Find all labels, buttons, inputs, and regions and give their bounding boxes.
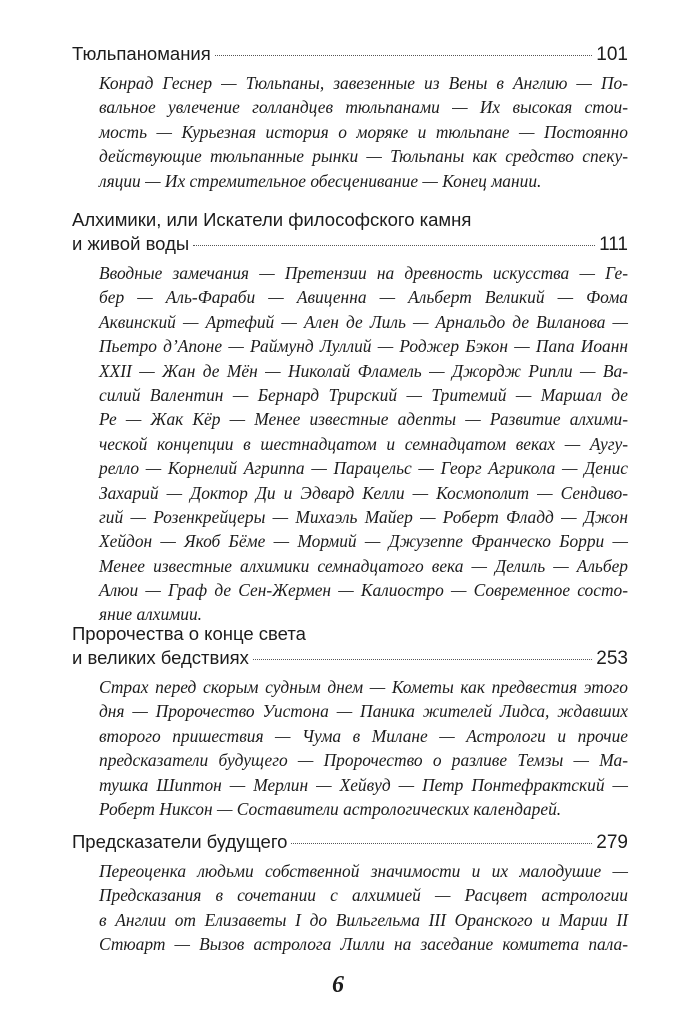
description-line: Алюи — Граф де Сен-Жермен — Калиостро — Современное состо- (99, 580, 628, 601)
description-line: дня — Пророчество Уистона — Паника жителей Лидса, ждавших (99, 701, 628, 722)
description-line: Предсказания в сочетании с алхимией — Расцвет астрологии (99, 885, 628, 906)
entry-title: Пророчества о конце света (72, 623, 306, 644)
entry-title: Предсказатели будущего (72, 831, 288, 852)
description-line: Переоценка людьми собственной значимости и их малодушие — (99, 861, 628, 881)
description-line: в Англии от Елизаветы I до Вильгельма III Оранского и Марии II (99, 909, 628, 930)
description-line: Конрад Геснер — Тюльпаны, завезенные из Вены в Англию — По- (99, 73, 628, 93)
description-line: второго пришествия — Чума в Милане — Астрологи и прочие (99, 725, 628, 746)
description-line: Стюарт — Вызов астролога Лилли на заседание комитета пала- (99, 934, 628, 955)
description-line: Ре — Жак Кёр — Менее известные адепты — Развитие алхими- (99, 409, 628, 430)
toc-entry (72, 622, 628, 821)
entry-page-number: 253 (596, 648, 628, 669)
description-line: предсказатели будущего — Пророчество о разливе Темзы — Ма- (99, 750, 628, 771)
entry-title: Тюльпаномания (72, 43, 211, 64)
description-line: Аквинский — Артефий — Ален де Лиль — Арнальдо де Виланова — (99, 311, 628, 332)
description-line: ческой концепции в шестнадцатом и семнадцатом веках — Аугу- (99, 433, 628, 454)
description-line: силий Валентин — Бернард Трирский — Тритемий — Маршал де (99, 384, 628, 405)
description-line: ляции — Их стремительное обесценивание — Конец мании. (99, 170, 542, 191)
toc-entry (72, 830, 628, 957)
entry-page-number: 279 (596, 832, 628, 853)
description-line: действующие тюльпанные рынки — Тюльпаны как средство спеку- (99, 146, 628, 167)
entry-title-line (72, 42, 628, 67)
entry-description (72, 71, 628, 193)
dot-leader (193, 245, 595, 246)
page-number: 6 (332, 972, 344, 998)
description-line: Менее известные алхимики семнадцатого века — Делиль — Альбер (99, 555, 628, 576)
description-line: яние алхимии. (99, 604, 203, 625)
description-line: XXII — Жан де Мён — Николай Фламель — Джордж Рипли — Ва- (99, 360, 628, 381)
entry-title-line (72, 232, 628, 257)
description-line: Пьетро д’Апоне — Раймунд Луллий — Роджер Бэкон — Папа Иоанн (99, 336, 628, 357)
entry-title-continuation: и великих бедствиях (72, 647, 249, 668)
description-line: Вводные замечания — Претензии на древность искусства — Ге- (99, 263, 628, 283)
entry-description (72, 261, 628, 627)
description-line: мость — Курьезная история о моряке и тюльпане — Постоянно (99, 121, 628, 142)
entry-page-number: 111 (599, 234, 628, 255)
entry-page-number: 101 (596, 44, 628, 65)
dot-leader (291, 843, 592, 844)
dot-leader (253, 659, 592, 660)
dot-leader (215, 55, 593, 56)
description-line: Хейдон — Якоб Бёме — Мормий — Джузеппе Франческо Борри — (99, 531, 628, 552)
toc-entry (72, 42, 628, 193)
description-line: Роберт Никсон — Составители астрологических календарей. (99, 798, 562, 819)
description-line: Страх перед скорым судным днем — Кометы как предвестия этого (99, 677, 628, 697)
description-line: бер — Аль-Фараби — Авиценна — Альберт Великий — Фома (99, 287, 628, 308)
entry-description (72, 675, 628, 821)
entry-title: Алхимики, или Искатели философского камня (72, 209, 472, 230)
toc-entry (72, 208, 628, 627)
entry-title-line (72, 830, 628, 855)
description-line: гий — Розенкрейцеры — Михаэль Майер — Роберт Фладд — Джон (99, 506, 628, 527)
entry-description (72, 859, 628, 957)
description-line: тушка Шиптон — Мерлин — Хейвуд — Петр Понтефрактский — (99, 774, 628, 795)
description-line: Захарий — Доктор Ди и Эдвард Келли — Космополит — Сендиво- (99, 482, 628, 503)
description-line: релло — Корнелий Агриппа — Парацельс — Георг Агрикола — Денис (99, 458, 628, 479)
entry-title-continuation: и живой воды (72, 233, 190, 254)
entry-title-line (72, 646, 628, 671)
description-line: вальное увлечение голландцев тюльпанами — Их высокая стои- (99, 97, 628, 118)
